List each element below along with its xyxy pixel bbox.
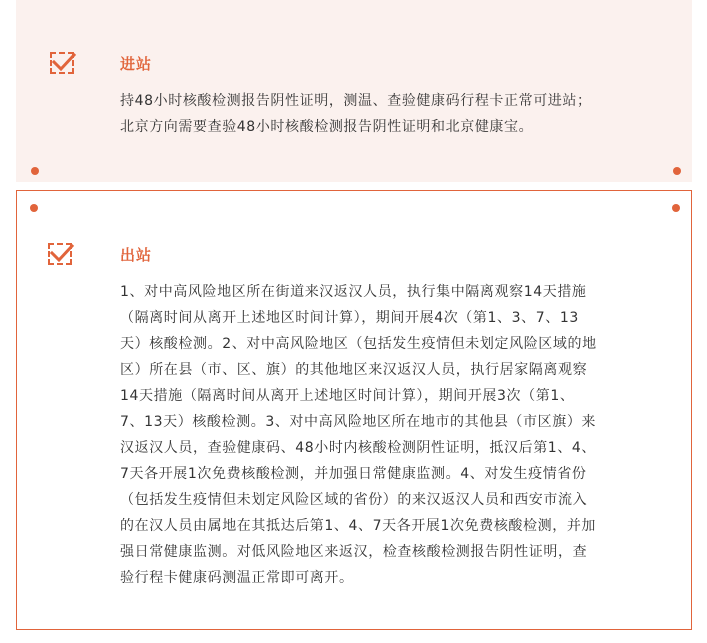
decorative-dot (30, 204, 38, 212)
entry-section (16, 0, 692, 182)
checkmark-icon (50, 52, 74, 74)
checkmark-icon-glyph (51, 53, 75, 75)
checkmark-icon (48, 243, 72, 265)
checkmark-icon-glyph (49, 244, 73, 266)
decorative-dot (31, 167, 39, 175)
entry-title: 进站 (120, 55, 153, 73)
decorative-dot (673, 167, 681, 175)
decorative-dot (672, 204, 680, 212)
entry-body-text: 持48小时核酸检测报告阴性证明，测温、查验健康码行程卡正常可进站； 北京方向需要查验48小时核酸检测报告阴性证明和北京健康宝。 (120, 93, 592, 135)
exit-title: 出站 (120, 246, 153, 264)
exit-section (16, 190, 692, 630)
exit-body-text: 1、对中高风险地区所在街道来汉返汉人员，执行集中隔离观察14天措施 （隔离时间从离开上述地区时间计算），期间开展4次（第1、3、7、13 天）核酸检测。2、对中高风险地区（包括发生疫情但未划定风险区域的地 区）所在县（市、区、旗）的其他地区来汉返汉人员，执行居家隔离观察 14天措施（隔离时间从离开上述地区时间计算），期间开展3次（第1、 7、13天）核酸检测。3、对中高风险地区所在地市的其他县（市区旗）来 汉返汉人员，查验健康码、48小时内核酸检测阴性证明，抵汉后第1、4、 7天各开展1次免费核酸检测，并加强日常健康监测。4、对发生疫情省份 （包括发生疫情但未划定风险区域的省份）的来汉返汉人员和西安市流入 的在汉人员由属地在其抵达后第1、4、7天各开展1次免费核酸检测，并加 强日常健康监测。对低风险地区来返汉，检查核酸检测报告阴性证明，查 验行程卡健康码测温正常即可离开。 (120, 284, 597, 586)
